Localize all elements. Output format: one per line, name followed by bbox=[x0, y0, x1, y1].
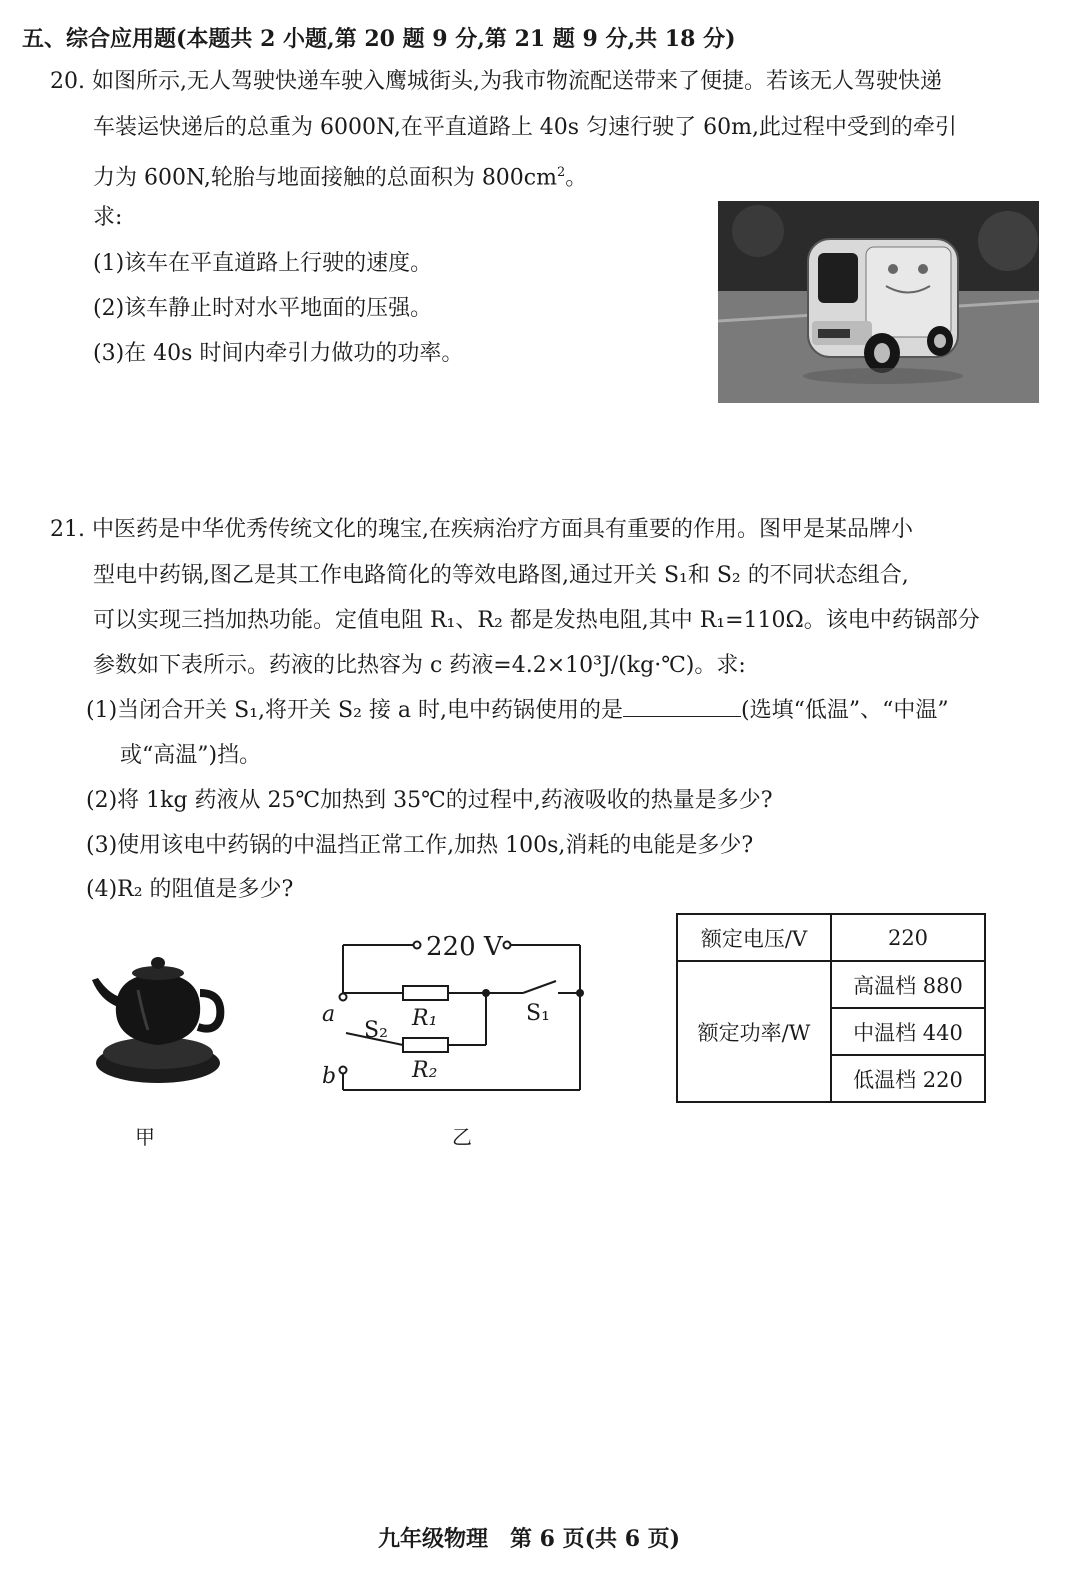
terminal-b-label: b bbox=[322, 1064, 337, 1089]
section-header: 五、综合应用题(本题共 2 小题,第 20 题 9 分,第 21 题 9 分,共 18 分) bbox=[22, 26, 736, 52]
q21-line-4: 参数如下表所示。药液的比热容为 c 药液=4.2×10³J/(kg·℃)。求: bbox=[93, 653, 746, 678]
q20-sub-3: (3)在 40s 时间内牵引力做功的功率。 bbox=[93, 341, 464, 366]
q21-line-1: 21. 中医药是中华优秀传统文化的瑰宝,在疾病治疗方面具有重要的作用。图甲是某品牌小 bbox=[50, 517, 913, 542]
delivery-vehicle-illustration bbox=[718, 201, 1039, 403]
q21-sub-3: (3)使用该电中药锅的中温挡正常工作,加热 100s,消耗的电能是多少? bbox=[86, 833, 754, 858]
q21-sub-4: (4)R₂ 的阻值是多少? bbox=[86, 877, 294, 902]
q21-sub-1 bbox=[86, 697, 949, 725]
r1-label: R₁ bbox=[412, 1006, 438, 1031]
q20-sub-2: (2)该车静止时对水平地面的压强。 bbox=[93, 296, 433, 321]
rated-voltage-label: 额定电压/V bbox=[677, 914, 831, 961]
figure-caption-yi: 乙 bbox=[452, 1125, 472, 1149]
high-power-cell: 高温档 880 bbox=[831, 961, 985, 1008]
q20-sub-1: (1)该车在平直道路上行驶的速度。 bbox=[93, 251, 433, 276]
q20-line-3-text: 力为 600N,轮胎与地面接触的总面积为 800cm bbox=[93, 165, 557, 191]
s1-label: S₁ bbox=[526, 1001, 550, 1026]
q21-sub-1-cont: 或“高温”)挡。 bbox=[120, 743, 262, 768]
r2-label: R₂ bbox=[412, 1058, 438, 1083]
q21-sub-1-choices: (选填“低温”、“中温” bbox=[741, 698, 949, 723]
q21-line-3: 可以实现三挡加热功能。定值电阻 R₁、R₂ 都是发热电阻,其中 R₁=110Ω。该电中药锅部分 bbox=[93, 608, 980, 633]
q21-line-2: 型电中药锅,图乙是其工作电路简化的等效电路图,通过开关 S₁和 S₂ 的不同状态组合, bbox=[93, 563, 909, 588]
herbal-pot-figure bbox=[88, 945, 228, 1085]
rated-voltage-value: 220 bbox=[831, 914, 985, 961]
table-row bbox=[677, 914, 985, 961]
q20-line-1: 20. 如图所示,无人驾驶快递车驶入鹰城街头,为我市物流配送带来了便捷。若该无人驾驶快递 bbox=[50, 69, 942, 94]
q21-sub-1-text: (1)当闭合开关 S₁,将开关 S₂ 接 a 时,电中药锅使用的是 bbox=[86, 698, 624, 723]
circuit-diagram bbox=[318, 925, 598, 1100]
delivery-vehicle-photo bbox=[718, 201, 1039, 403]
q20-line-2: 车装运快递后的总重为 6000N,在平直道路上 40s 匀速行驶了 60m,此过程中受到的牵引 bbox=[93, 115, 957, 140]
parameter-table bbox=[676, 913, 986, 1103]
answer-blank[interactable] bbox=[623, 698, 741, 717]
page-footer: 九年级物理 第 6 页(共 6 页) bbox=[378, 1526, 681, 1552]
low-power-cell: 低温档 220 bbox=[831, 1055, 985, 1102]
rated-power-label: 额定功率/W bbox=[677, 961, 831, 1102]
figure-caption-jia: 甲 bbox=[135, 1125, 155, 1149]
area-unit-exponent: 2 bbox=[557, 165, 566, 180]
q20-line-3-end: 。 bbox=[565, 165, 588, 191]
q20-line-3 bbox=[93, 159, 587, 192]
terminal-a-label: a bbox=[322, 1002, 336, 1027]
s2-label: S₂ bbox=[364, 1018, 388, 1043]
mid-power-cell: 中温档 440 bbox=[831, 1008, 985, 1055]
q21-sub-2: (2)将 1kg 药液从 25℃加热到 35℃的过程中,药液吸收的热量是多少? bbox=[86, 788, 773, 813]
q20-ask: 求: bbox=[93, 205, 123, 230]
table-row bbox=[677, 961, 985, 1008]
supply-voltage-label: 220 V bbox=[426, 932, 503, 962]
